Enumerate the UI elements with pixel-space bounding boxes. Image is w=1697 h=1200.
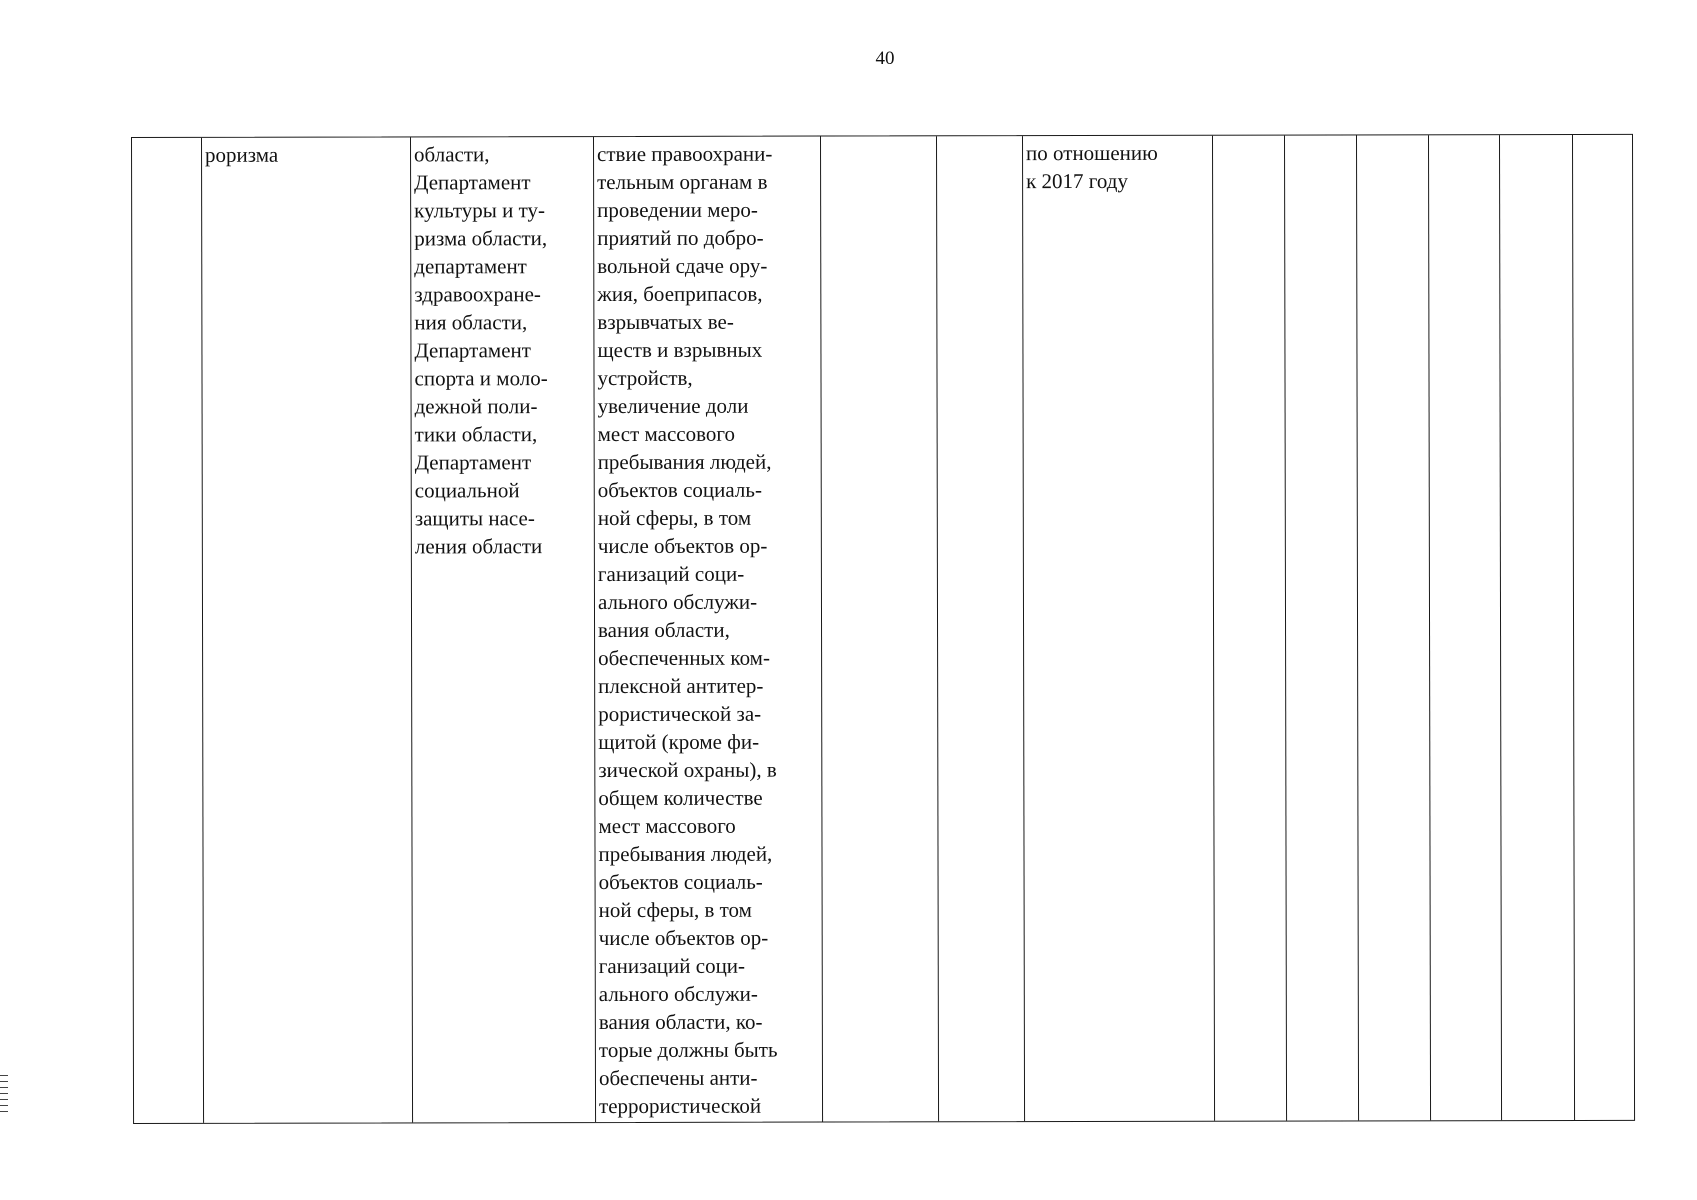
- cell-text: [202, 137, 410, 168]
- table-column-12: [1499, 135, 1574, 1120]
- cell-line: тики области,: [414, 422, 538, 447]
- cell-line: ной сферы, в том: [598, 897, 752, 923]
- cell-line: обеспеченных ком-: [598, 645, 770, 671]
- cell-line: ального обслужи-: [597, 589, 758, 615]
- cell-line: пребывания людей,: [597, 449, 772, 475]
- cell-line: числе объектов ор-: [597, 533, 768, 559]
- cell-line: плексной антитер-: [598, 673, 764, 699]
- cell-line: тельным органам в: [597, 169, 768, 195]
- table-column-2: [201, 137, 412, 1122]
- cell-line: объектов социаль-: [597, 477, 762, 503]
- cell-text: [1023, 136, 1212, 195]
- table-column-10: [1356, 135, 1430, 1120]
- cell-line: Департамент: [414, 338, 531, 363]
- cell-line: ния области,: [414, 310, 528, 335]
- cell-line: роризма: [205, 142, 279, 167]
- cell-line: числе объектов ор-: [598, 925, 769, 951]
- cell-text: [1429, 135, 1499, 138]
- cell-line: ганизаций соци-: [597, 561, 745, 587]
- cell-line: ризма области,: [414, 226, 548, 251]
- cell-line: защиты насе-: [414, 506, 535, 531]
- cell-line: пребывания людей,: [598, 841, 773, 867]
- cell-line: ального обслужи-: [598, 981, 758, 1007]
- table-column-13: [1572, 135, 1634, 1120]
- cell-line: культуры и ту-: [414, 198, 546, 223]
- cell-line: террористической: [599, 1093, 762, 1119]
- table-column-3: [410, 137, 595, 1122]
- cell-line: Департамент: [414, 450, 532, 475]
- table-column-8: [1212, 136, 1286, 1121]
- cell-line: вольной сдаче ору-: [597, 253, 768, 279]
- cell-line: ной сферы, в том: [597, 505, 752, 531]
- cell-line: общем количестве: [598, 785, 763, 811]
- cell-line: вания области,: [598, 617, 730, 643]
- cell-line: дежной поли-: [414, 394, 538, 419]
- cell-line: здравоохране-: [414, 282, 541, 307]
- cell-text: [1573, 135, 1632, 138]
- cell-line: области,: [414, 142, 490, 167]
- cell-text: [937, 136, 1022, 139]
- table-column-1: [132, 138, 203, 1123]
- cell-text: [411, 137, 594, 560]
- cell-line: увеличение доли: [597, 393, 749, 419]
- cell-line: рористической за-: [598, 701, 762, 727]
- table-column-9: [1284, 135, 1358, 1120]
- cell-line: зической охраны), в: [598, 757, 777, 783]
- cell-text: [821, 136, 936, 139]
- cell-line: ления области: [414, 534, 543, 559]
- cell-line: мест массового: [598, 813, 736, 839]
- cell-line: щитой (кроме фи-: [598, 729, 760, 755]
- table-column-6: [936, 136, 1024, 1121]
- cell-text: [1357, 135, 1428, 138]
- cell-line: устройств,: [597, 365, 693, 391]
- cell-line: социальной: [414, 478, 520, 503]
- cell-line: объектов социаль-: [598, 869, 763, 895]
- table-column-7: [1022, 136, 1214, 1121]
- cell-line: спорта и моло-: [414, 366, 548, 391]
- cell-line: обеспечены анти-: [598, 1065, 758, 1091]
- cell-line: ществ и взрывных: [597, 337, 763, 363]
- cell-line: приятий по добро-: [597, 225, 764, 251]
- table-column-5: [820, 136, 938, 1121]
- cell-line: ствие правоохрани-: [597, 141, 773, 167]
- cell-line: ганизаций соци-: [598, 953, 746, 979]
- cell-text: [1213, 136, 1284, 139]
- cell-line: взрывчатых ве-: [597, 309, 734, 335]
- document-table: [131, 134, 1635, 1124]
- cell-line: к 2017 году: [1026, 168, 1128, 194]
- cell-line: торые должны быть: [598, 1037, 778, 1063]
- page-number: 40: [875, 48, 895, 69]
- cell-line: проведении меро-: [597, 197, 758, 223]
- cell-text: [132, 138, 201, 141]
- cell-text: [1285, 135, 1356, 138]
- cell-line: Департамент: [414, 170, 531, 195]
- cell-line: департамент: [414, 254, 527, 279]
- cell-line: жия, боеприпасов,: [597, 281, 763, 307]
- cell-line: по отношению: [1026, 140, 1158, 166]
- cell-text: [594, 137, 822, 1120]
- cell-text: [1500, 135, 1572, 138]
- table-column-4: [593, 137, 822, 1122]
- cell-line: мест массового: [597, 421, 736, 447]
- cell-line: вания области, ко-: [598, 1009, 763, 1035]
- table-column-11: [1428, 135, 1501, 1120]
